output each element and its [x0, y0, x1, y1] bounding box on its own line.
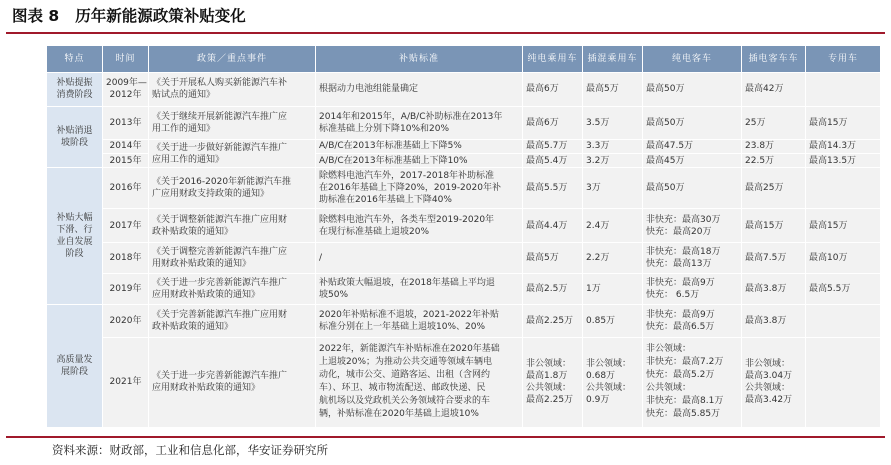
bev-cell: 最高5万 [523, 243, 583, 274]
bev-cell: 最高5.5万 [523, 168, 583, 209]
pbus-cell: 最高15万 [742, 209, 806, 243]
bev-cell: 最高5.7万 [523, 139, 583, 153]
header-standard: 补贴标准 [316, 46, 523, 73]
phev-cell: 3.2万 [583, 154, 643, 168]
pbus-cell: 最高3.8万 [742, 274, 806, 305]
pbus-cell: 22.5万 [742, 154, 806, 168]
policy-cell: 《关于进一步完善新能源汽车推广 应用财政补贴政策的通知》 [149, 337, 316, 427]
bev-cell: 最高2.5万 [523, 274, 583, 305]
phev-cell: 3万 [583, 168, 643, 209]
standard-cell: A/B/C在2013年标准基础上下降10% [316, 154, 523, 168]
stage-cell: 补贴大幅 下滑、行 业自发展 阶段 [47, 168, 103, 304]
standard-cell: 除燃料电池汽车外，各类车型2019-2020年 在现行标准基础上退坡20% [316, 209, 523, 243]
phev-cell: 2.4万 [583, 209, 643, 243]
standard-cell: 2020年补贴标准不退坡，2021-2022年补贴 标准分别在上一年基础上退坡10%、20% [316, 304, 523, 337]
ebus-cell: 非公领域： 非快充：最高7.2万 快充：最高5.2万 公共领域： 非快充：最高8.1万 快充：最高5.85万 [643, 337, 742, 427]
ebus-cell: 非快充：最高9万 快充： 6.5万 [643, 274, 742, 305]
year-cell: 2014年 [103, 139, 149, 153]
year-cell: 2009年— 2012年 [103, 73, 149, 107]
table-row [47, 139, 881, 153]
policy-cell: 《关于进一步完善新能源汽车推广 应用财政补贴政策的通知》 [149, 274, 316, 305]
table-row [47, 209, 881, 243]
bottom-rule [6, 436, 885, 438]
special-cell: 最高15万 [806, 106, 881, 139]
phev-cell: 非公领域： 0.68万 公共领域： 0.9万 [583, 337, 643, 427]
standard-cell: / [316, 243, 523, 274]
header-bev: 纯电乘用车 [523, 46, 583, 73]
stage-cell: 补贴提振 消费阶段 [47, 73, 103, 107]
year-cell: 2017年 [103, 209, 149, 243]
year-cell: 2020年 [103, 304, 149, 337]
ebus-cell: 非快充：最高9万 快充：最高6.5万 [643, 304, 742, 337]
table-row [47, 106, 881, 139]
year-cell: 2013年 [103, 106, 149, 139]
standard-cell: 补贴政策大幅退坡，在2018年基础上平均退 坡50% [316, 274, 523, 305]
year-cell: 2015年 [103, 154, 149, 168]
special-cell [806, 168, 881, 209]
bev-cell: 最高6万 [523, 106, 583, 139]
top-rule [6, 32, 885, 34]
phev-cell: 3.5万 [583, 106, 643, 139]
standard-cell: 根据动力电池组能量确定 [316, 73, 523, 107]
stage-cell: 补贴消退 坡阶段 [47, 106, 103, 168]
subsidy-policy-table [46, 45, 881, 428]
table-row [47, 168, 881, 209]
source-note: 资料来源：财政部，工业和信息化部，华安证券研究所 [52, 443, 328, 457]
policy-cell: 《关于调整新能源汽车推广应用财 政补贴政策的通知》 [149, 209, 316, 243]
figure-number: 图表 8 [12, 7, 60, 25]
special-cell [806, 73, 881, 107]
pbus-cell: 最高42万 [742, 73, 806, 107]
phev-cell: 最高5万 [583, 73, 643, 107]
year-cell: 2021年 [103, 337, 149, 427]
policy-cell: 《关于继续开展新能源汽车推广应 用工作的通知》 [149, 106, 316, 139]
pbus-cell: 23.8万 [742, 139, 806, 153]
year-cell: 2019年 [103, 274, 149, 305]
special-cell [806, 337, 881, 427]
special-cell: 最高15万 [806, 209, 881, 243]
header-phev: 插混乘用车 [583, 46, 643, 73]
bev-cell: 最高2.25万 [523, 304, 583, 337]
policy-cell: 《关于进一步做好新能源汽车推广 应用工作的通知》 [149, 139, 316, 168]
pbus-cell: 最高25万 [742, 168, 806, 209]
policy-cell: 《关于2016-2020年新能源汽车推 广应用财政支持政策的通知》 [149, 168, 316, 209]
table-row [47, 337, 881, 427]
ebus-cell: 非快充：最高18万 快充：最高13万 [643, 243, 742, 274]
table-row [47, 274, 881, 305]
bev-cell: 最高6万 [523, 73, 583, 107]
special-cell: 最高13.5万 [806, 154, 881, 168]
year-cell: 2018年 [103, 243, 149, 274]
stage-cell: 高质量发 展阶段 [47, 304, 103, 427]
standard-cell: A/B/C在2013年标准基础上下降5% [316, 139, 523, 153]
ebus-cell: 最高50万 [643, 106, 742, 139]
standard-cell: 2014年和2015年，A/B/C补助标准在2013年 标准基础上分别下降10%和20% [316, 106, 523, 139]
ebus-cell: 最高45万 [643, 154, 742, 168]
ebus-cell: 非快充：最高30万 快充：最高20万 [643, 209, 742, 243]
policy-cell: 《关于调整完善新能源汽车推广应 用财政补贴政策的通知》 [149, 243, 316, 274]
special-cell [806, 304, 881, 337]
pbus-cell: 最高3.8万 [742, 304, 806, 337]
table-row [47, 304, 881, 337]
pbus-cell: 25万 [742, 106, 806, 139]
phev-cell: 0.85万 [583, 304, 643, 337]
phev-cell: 3.3万 [583, 139, 643, 153]
phev-cell: 1万 [583, 274, 643, 305]
header-year: 时间 [103, 46, 149, 73]
header-stage: 特点 [47, 46, 103, 73]
ebus-cell: 最高50万 [643, 168, 742, 209]
policy-cell: 《关于开展私人购买新能源汽车补 贴试点的通知》 [149, 73, 316, 107]
figure-caption: 历年新能源政策补贴变化 [75, 7, 246, 25]
year-cell: 2016年 [103, 168, 149, 209]
pbus-cell: 最高7.5万 [742, 243, 806, 274]
table-row [47, 73, 881, 107]
standard-cell: 除燃料电池汽车外，2017-2018年补助标准 在2016年基础上下降20%，2019-2020年补 助标准在2016年基础上下降40% [316, 168, 523, 209]
header-ebus: 纯电客车 [643, 46, 742, 73]
bev-cell: 非公领域： 最高1.8万 公共领域： 最高2.25万 [523, 337, 583, 427]
standard-cell: 2022年，新能源汽车补贴标准在2020年基础 上退坡20%；为推动公共交通等领域车辆电 动化，城市公交、道路客运、出租（含网约 车）、环卫、城市物流配送、邮政快递、民 航机场以及党政机关公务领域符合要求的车 辆，补贴标准在2020年基础上退坡10% [316, 337, 523, 427]
policy-cell: 《关于完善新能源汽车推广应用财 政补贴政策的通知》 [149, 304, 316, 337]
header-pbus: 插电客车车 [742, 46, 806, 73]
pbus-cell: 非公领域： 最高3.04万 公共领域： 最高3.42万 [742, 337, 806, 427]
ebus-cell: 最高50万 [643, 73, 742, 107]
special-cell: 最高14.3万 [806, 139, 881, 153]
table-row [47, 243, 881, 274]
phev-cell: 2.2万 [583, 243, 643, 274]
figure-title [12, 3, 246, 29]
special-cell: 最高5.5万 [806, 274, 881, 305]
bev-cell: 最高5.4万 [523, 154, 583, 168]
bev-cell: 最高4.4万 [523, 209, 583, 243]
special-cell: 最高10万 [806, 243, 881, 274]
ebus-cell: 最高47.5万 [643, 139, 742, 153]
header-policy: 政策／重点事件 [149, 46, 316, 73]
header-special: 专用车 [806, 46, 881, 73]
table-header-row [47, 46, 881, 73]
